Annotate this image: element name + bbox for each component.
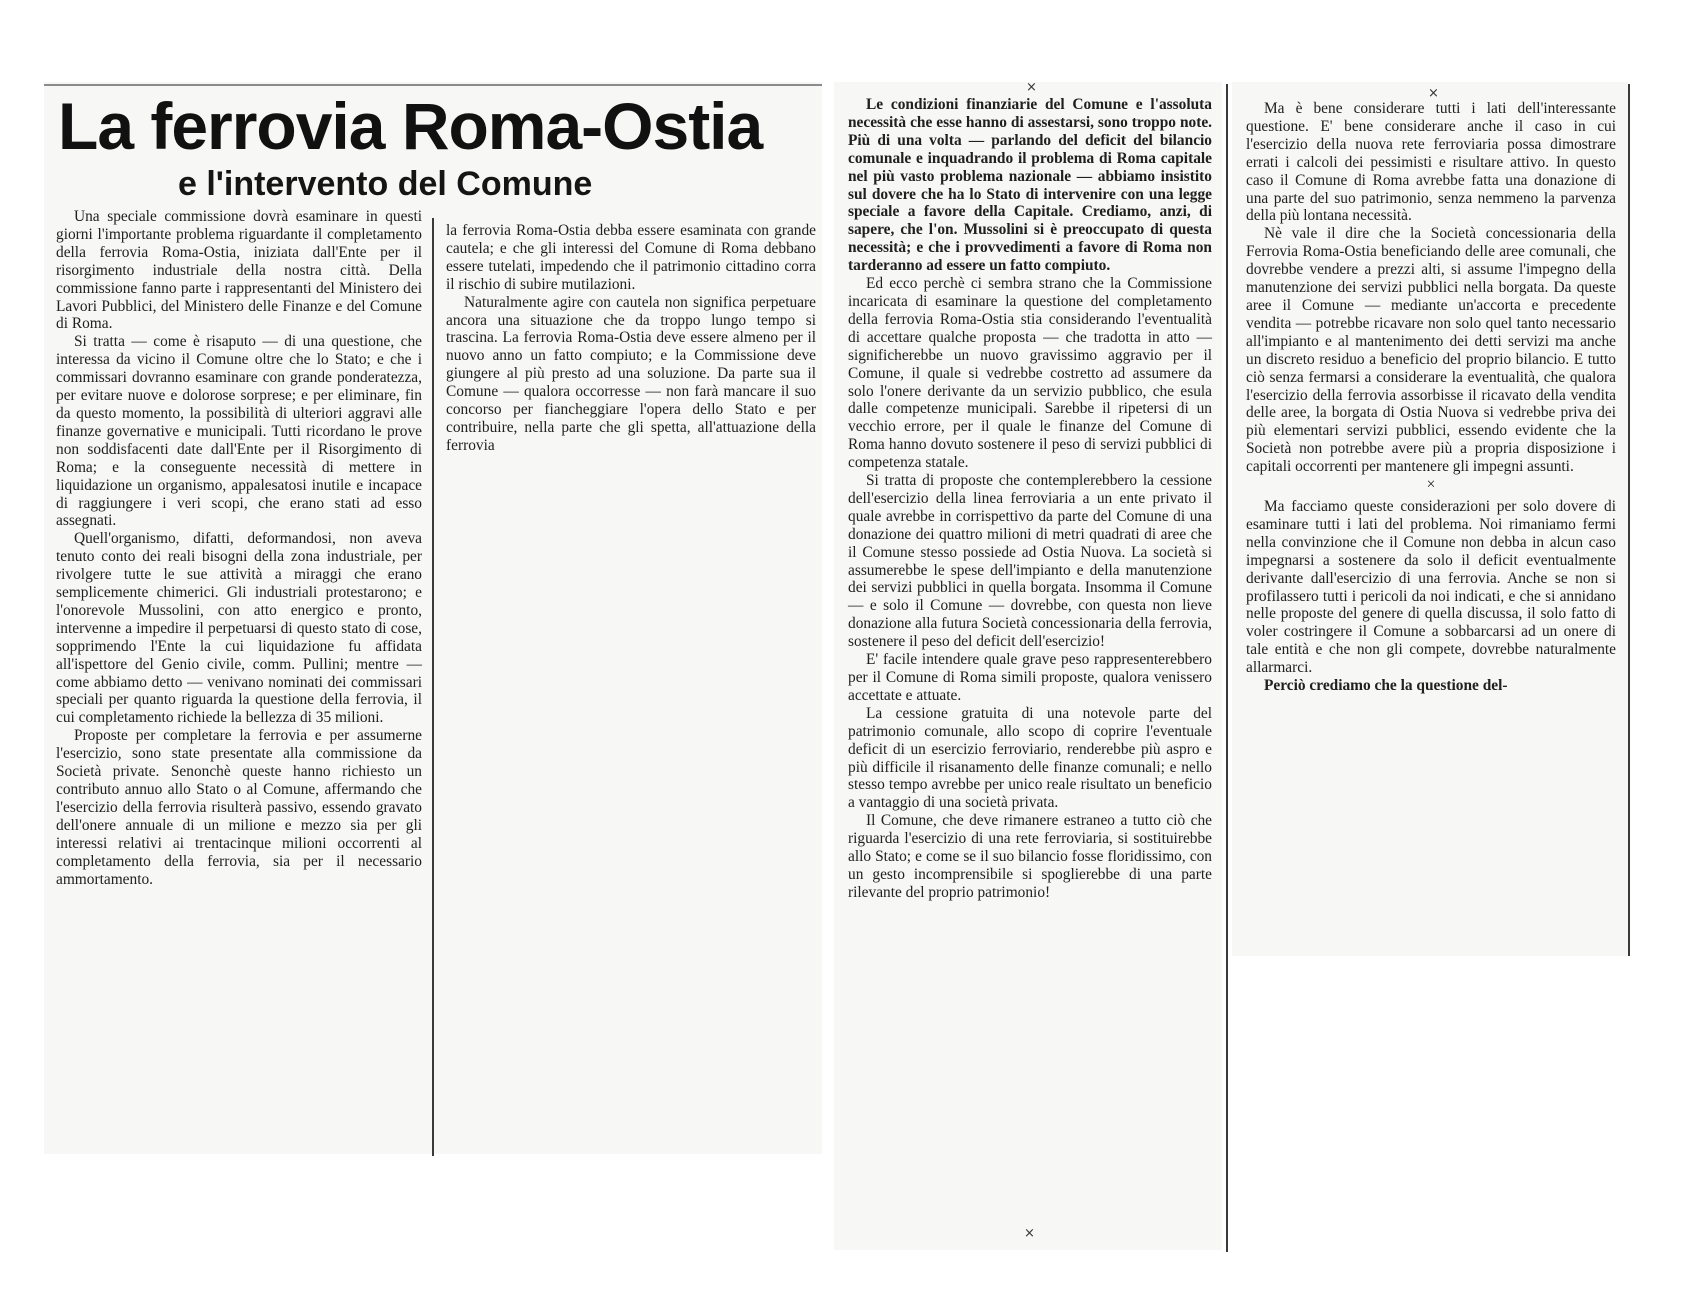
article-column-3 xyxy=(848,96,1212,1244)
paragraph: Naturalmente agire con cautela non significa perpetuare ancora una situazione che da troppo lungo tempo si trascina. La ferrovia Roma-Ostia deve essere almeno per il nuovo anno un fatto compiuto; e la Commissione deve giungere al più presto ad una soluzione. Da parte sua il Comune — qualora occorresse — non farà mancare il suo concorso per fiancheggiare l'opera dello Stato e per contribuire, nella parte che gli spetta, all'attuazione della ferrovia xyxy=(446,293,816,454)
article-subheadline: e l'intervento del Comune xyxy=(178,165,593,203)
paragraph: Le condizioni finanziarie del Comune e l'assoluta necessità che esse hanno di assestarsi, sono troppo note. Più di una volta — parlando del deficit del bilancio comunale e inquadrando il problema di Roma capitale nel più vasto problema nazionale — abbiamo insistito sul dovere che ha lo Stato di intervenire con una legge speciale a favore della Capitale. Crediamo, anzi, di sapere, che l'on. Mussolini si è preoccupato di questa necessità; e che i provvedimenti a favore di Roma non tarderanno ad essere un fatto compiuto. xyxy=(848,96,1212,275)
column-divider xyxy=(1226,84,1228,1252)
paragraph: La cessione gratuita di una notevole parte del patrimonio comunale, allo scopo di coprire l'eventuale deficit di un esercizio ferroviario, renderebbe più aspro e più difficile il risanamento delle finanze comunali; e nello stesso tempo avrebbe per unico reale risultato un beneficio a vantaggio di una società privata. xyxy=(848,704,1212,812)
paragraph: Ma facciamo queste considerazioni per solo dovere di esaminare tutti i lati del problema. Noi rimaniamo fermi nella convinzione che il Comune non debba in alcun caso impegnarsi a sostenere da solo il deficit eventualmente derivante dall'esercizio di una ferrovia. Anche se non si profilassero tutti i pericoli da noi indicati, e che si annidano nelle proposte del genere di quella discussa, il solo fatto di voler costringere il Comune a sobbarcarsi ad un onere di tale entità e che non gli compete, dovrebbe naturalmente allarmarci. xyxy=(1246,498,1616,677)
paragraph: Si tratta — come è risaputo — di una questione, che interessa da vicino il Comune oltre che lo Stato; e che i commissari dovranno esaminare con grande ponderatezza, per evitare nuove e dolorose sorprese; e per eliminare, fin da questo momento, la possibilità di ulteriori aggravi alle finanze governative e municipali. Tutti ricordano le prove non soddisfacenti date dall'Ente per il Risorgimento di Roma; e la conseguente necessità di mettere in liquidazione un organismo, appalesatosi inutile e incapace di raggiungere i veri scopi, che erano stati ad esso assegnati. xyxy=(56,333,422,530)
top-rule xyxy=(44,84,822,86)
paragraph: Perciò crediamo che la questione del- xyxy=(1264,677,1508,695)
paragraph: Nè vale il dire che la Società concessionaria della Ferrovia Roma-Ostia beneficiando delle aree comunali, che dovrebbe vendere a prezzi alti, si assume l'impegno della manutenzione dei servizi pubblici nella borgata. Da queste aree il Comune — mediante un'accorta e precedente vendita — potrebbe ricavare non solo quel tanto necessario all'impianto e al mantenimento dei detti servizi ma anche un discreto residuo a beneficio del proprio bilancio. E tutto ciò senza fermarsi a considerare la eventualità, che qualora l'esercizio della ferrovia assorbisse il ricavato della vendita delle aree, la borgata di Ostia Nuova si vedrebbe priva dei più elementari servizi pubblici, essendo evidente che la Società non potrebbe avere più a propria disposizione i capitali occorrenti per mantenere gli impegni assunti. xyxy=(1246,225,1616,476)
paragraph: Si tratta di proposte che contemplerebbero la cessione dell'esercizio della linea ferroviaria a un ente privato il quale avrebbe in corrispettivo da parte del Comune di una donazione dei quattro milioni di metri quadrati di aree che il Comune stesso possiede ad Ostia Nuova. La società si assumerebbe le spese dell'impianto e della manutenzione dei servizi pubblici in quella borgata. Insomma il Comune — e solo il Comune — dovrebbe, con questa non lieve donazione alla futura Società concessionaria della ferrovia, sostenere il peso del deficit dell'esercizio! xyxy=(848,472,1212,651)
column-divider xyxy=(1628,84,1630,956)
paragraph: Il Comune, che deve rimanere estraneo a tutto ciò che riguarda l'esercizio di una rete ferroviaria, si sostituirebbe allo Stato; e come se il suo bilancio fosse floridissimo, con un gesto incomprensibile si spoglierebbe di una parte rilevante del proprio patrimonio! xyxy=(848,812,1212,901)
paragraph: Proposte per completare la ferrovia e per assumerne l'esercizio, sono state presentate alla commissione da Società private. Senonchè queste hanno richiesto un contributo annuo allo Stato o al Comune, affermando che l'esercizio della ferrovia risulterà passivo, essendo gravato dell'onere annuale di un milione e mezzo sia per gli interessi relativi ai trentacinque milioni occorrenti al completamento della ferrovia, sia per il necessario ammortamento. xyxy=(56,727,422,888)
section-separator xyxy=(1246,476,1616,498)
section-separator-mark: × xyxy=(1426,476,1436,494)
paragraph: Ed ecco perchè ci sembra strano che la Commissione incaricata di esaminare la questione del completamento della ferrovia Roma-Ostia stia considerando l'eventualità di accettare qualche proposta — che tradotta in atto — significherebbe un nuovo gravissimo aggravio per il Comune, il quale si vedrebbe costretto ad assumere da solo l'onere derivante da un servizio pubblico, che esula dalle competenze municipali. Sarebbe il ripetersi di un vecchio errore, per il quale le finanze del Comune di Roma hanno dovuto sostenere il peso di servizi pubblici di competenza statale. xyxy=(848,275,1212,472)
article-headline: La ferrovia Roma-Ostia xyxy=(58,89,763,163)
article-column-2 xyxy=(446,222,816,542)
section-separator-mark: × xyxy=(1024,1226,1035,1241)
paragraph: Quell'organismo, difatti, deformandosi, non aveva tenuto conto dei reali bisogni della zona industriale, per rivolgere tutte le sue attività a miraggi che erano semplicemente chimerici. Gli industriali protestarono; e l'onorevole Mussolini, con atto energico e pronto, intervenne a impedire il perpetuarsi di questo stato di cose, sopprimendo l'Ente la cui liquidazione fu affidata all'ispettore del Genio civile, comm. Pullini; mentre — come abbiamo detto — venivano nominati dei commissari speciali per quanto riguarda la questione della ferrovia, il cui completamento richiede la bellezza di 35 milioni. xyxy=(56,530,422,727)
paragraph: Una speciale commissione dovrà esaminare in questi giorni l'importante problema riguardante il completamento della ferrovia Roma-Ostia, iniziata dall'Ente per il risorgimento industriale della nostra città. Della commissione fanno parte i rappresentanti del Ministero dei Lavori Pubblici, del Ministero delle Finanze e del Comune di Roma. xyxy=(56,208,422,333)
column-divider xyxy=(432,218,434,1156)
article-column-4 xyxy=(1246,100,1616,960)
paragraph: Ma è bene considerare tutti i lati dell'interessante questione. E' bene considerare anche il caso in cui l'esercizio della nuova rete ferroviaria possa dimostrare errati i calcoli dei pessimisti e risultare attivo. In questo caso il Comune di Roma avrebbe fatta una donazione di una parte del suo patrimonio, senza nemmeno la parvenza della più lontana necessità. xyxy=(1246,100,1616,225)
paragraph: E' facile intendere quale grave peso rappresenterebbero per il Comune di Roma simili proposte, qualora venissero accettate e attuate. xyxy=(848,651,1212,704)
article-column-1 xyxy=(56,208,422,1156)
section-separator-mark: × xyxy=(1428,86,1439,101)
paragraph: la ferrovia Roma-Ostia debba essere esaminata con grande cautela; e che gli interessi del Comune di Roma debbano essere tutelati, impedendo che il patrimonio cittadino corra il rischio di subire mutilazioni. xyxy=(446,222,816,293)
section-separator-mark: × xyxy=(1026,80,1037,95)
